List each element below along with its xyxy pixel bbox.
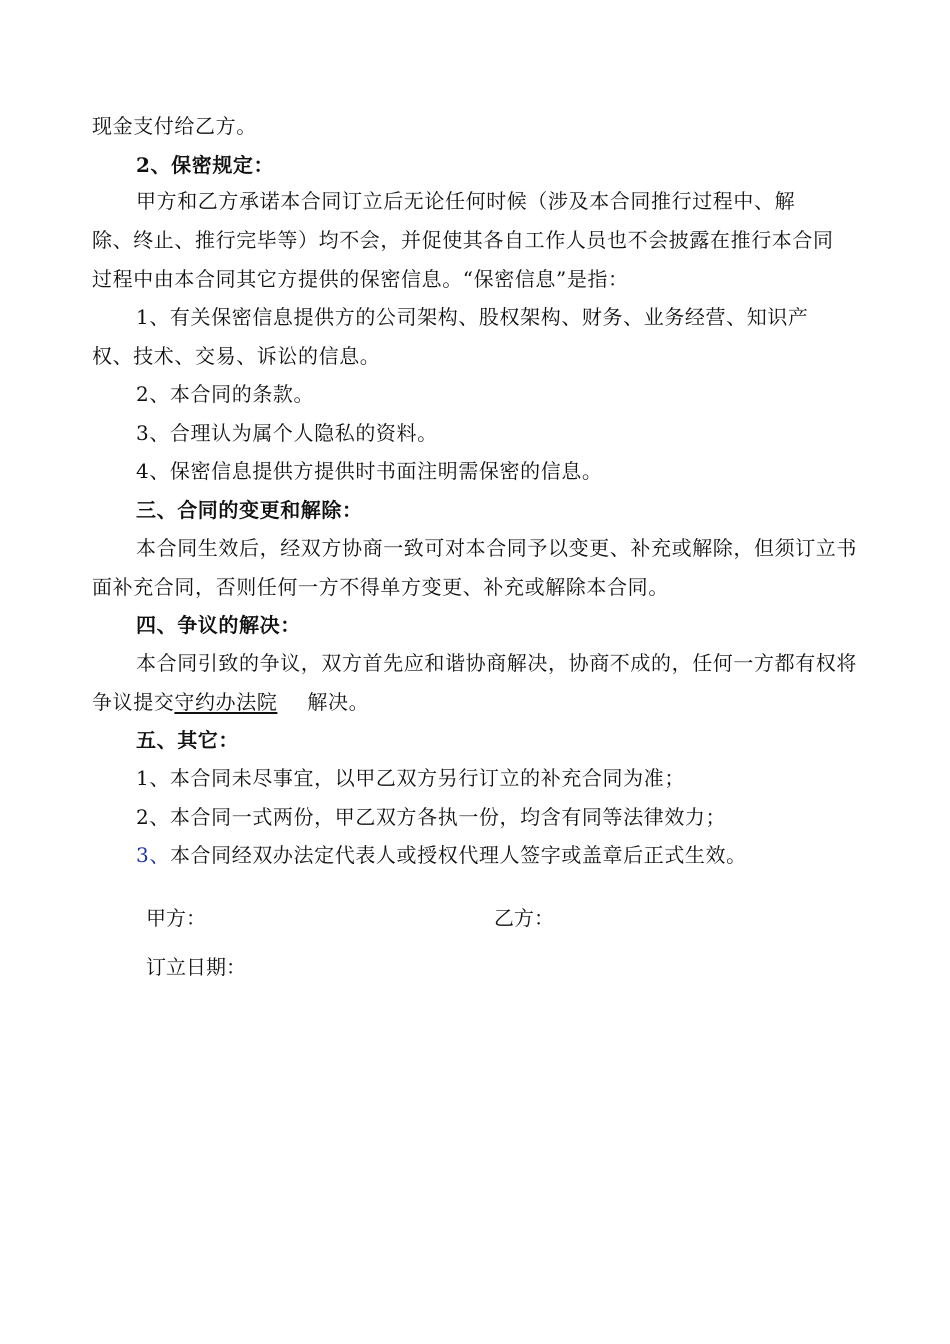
paragraph-line: 本合同引致的争议，双方首先应和谐协商解决，协商不成的，任何一方都有权将: [136, 651, 857, 675]
section-heading-dispute: 四、争议的解决：: [136, 613, 301, 637]
dispute-suffix: 解决。: [307, 690, 370, 714]
list-item: 2、本合同一式两份，甲乙双方各执一份，均含有同等法律效力；: [136, 805, 727, 829]
section-heading-confidentiality: 2、保密规定：: [136, 153, 275, 177]
paragraph-line: 面补充合同，否则任何一方不得单方变更、补充或解除本合同。: [92, 575, 669, 599]
list-item: 1、本合同未尽事宜，以甲乙双方另行订立的补充合同为准；: [136, 766, 685, 790]
list-item: [136, 841, 747, 869]
paragraph-line: 甲方和乙方承诺本合同订立后无论任何时候（涉及本合同推行过程中、解: [136, 189, 796, 213]
section-heading-other: 五、其它：: [136, 728, 239, 752]
list-item: 3、合理认为属个人隐私的资料。: [136, 421, 438, 445]
court-name-field: 守约办法院: [174, 690, 278, 714]
list-item: 1、有关保密信息提供方的公司架构、股权架构、财务、业务经营、知识产: [136, 305, 809, 329]
party-a-label: 甲方：: [146, 906, 206, 930]
party-b-label: 乙方：: [494, 906, 554, 930]
list-item: 2、本合同的条款。: [136, 382, 315, 406]
section-heading-amendment: 三、合同的变更和解除：: [136, 498, 363, 522]
dispute-line: [92, 688, 369, 716]
list-item: 4、保密信息提供方提供时书面注明需保密的信息。: [136, 459, 603, 483]
dispute-prefix: 争议提交: [92, 690, 175, 714]
list-item-number: 3、: [136, 843, 170, 867]
paragraph-line: 现金支付给乙方。: [92, 114, 257, 138]
paragraph-line: 过程中由本合同其它方提供的保密信息。“保密信息”是指：: [92, 267, 629, 291]
paragraph-line: 权、技术、交易、诉讼的信息。: [92, 344, 381, 368]
list-item-text: 本合同经双办法定代表人或授权代理人签字或盖章后正式生效。: [169, 843, 747, 867]
paragraph-line: 除、终止、推行完毕等）均不会，并促使其各自工作人员也不会披露在推行本合同: [92, 228, 834, 252]
sign-date-label: 订立日期：: [146, 955, 246, 979]
paragraph-line: 本合同生效后，经双方协商一致可对本合同予以变更、补充或解除，但须订立书: [136, 536, 857, 560]
